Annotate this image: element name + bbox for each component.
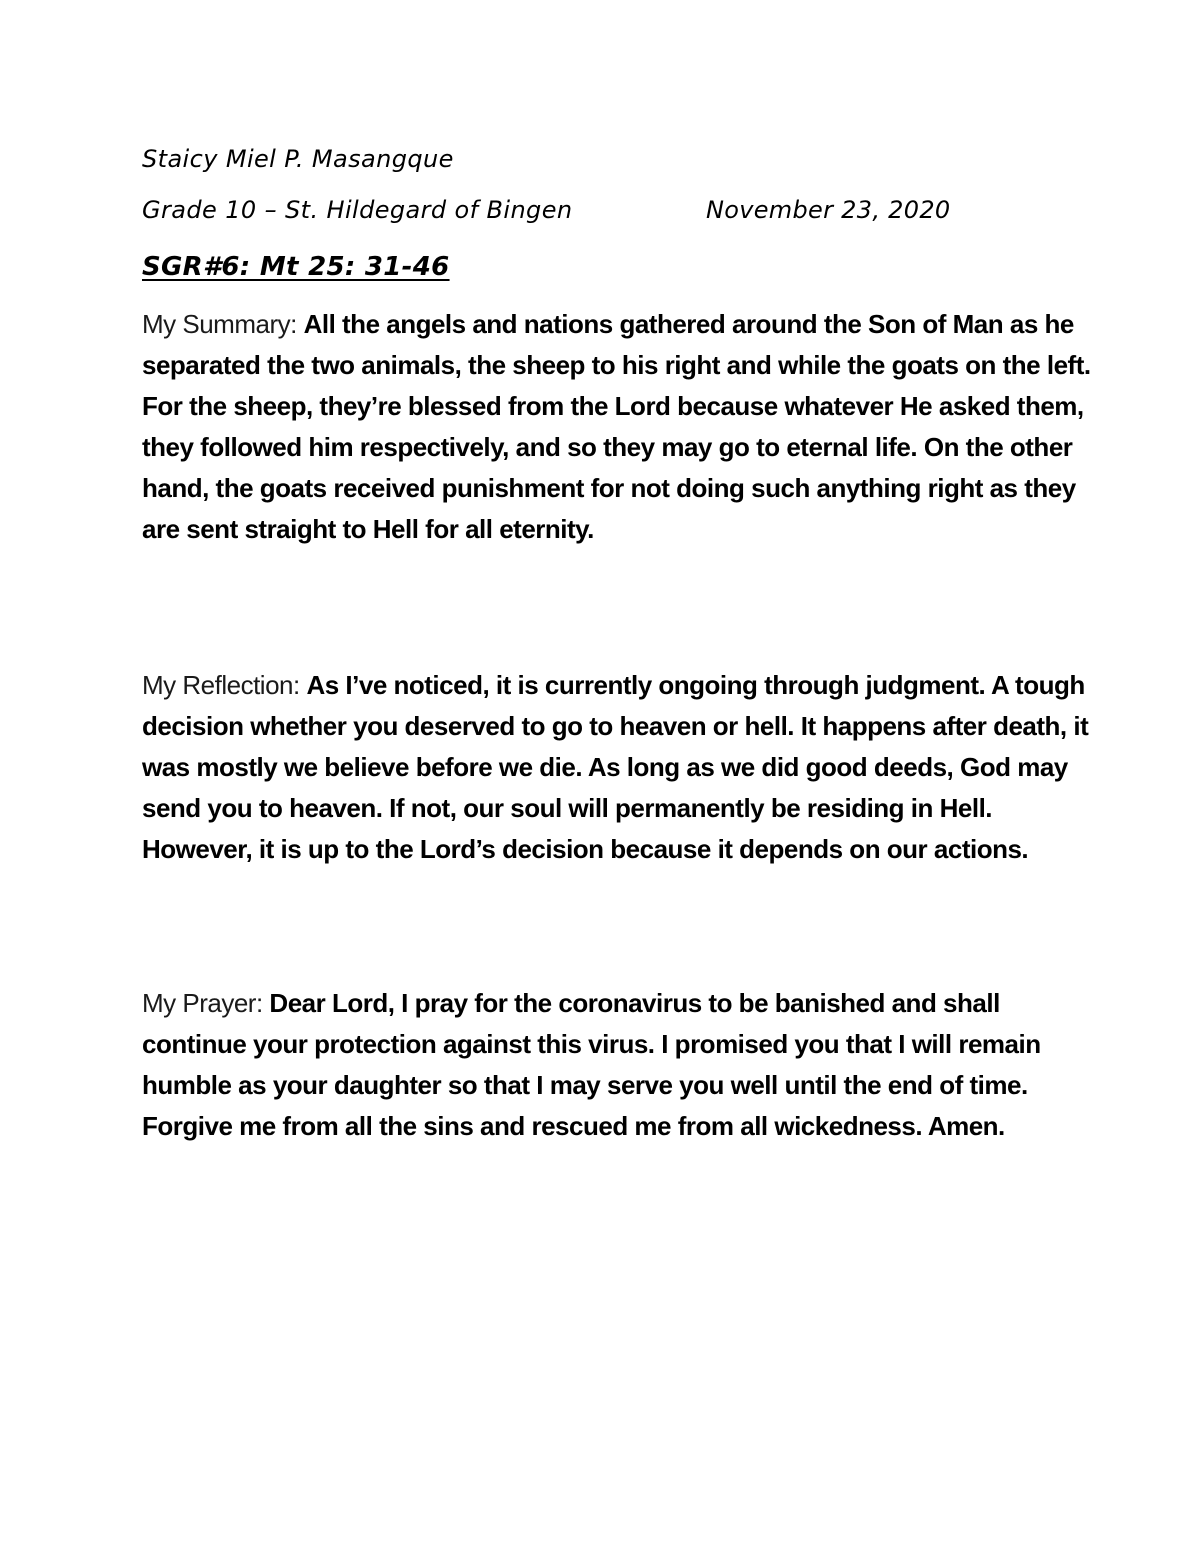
prayer-text: Dear Lord, I pray for the coronavirus to be banished and shall continue your protection against this virus. I promised you that I will remain humble as your daughter so that I may serve you well until the end of time. Forgive me from all the sins and rescued me from all wickedness. Amen. — [142, 988, 1041, 1141]
author-name: Staicy Miel P. Masangque — [142, 145, 454, 173]
summary-label: My Summary: — [142, 309, 304, 339]
reflection-section — [142, 665, 1102, 870]
document-date: November 23, 2020 — [706, 196, 951, 224]
reflection-label: My Reflection: — [142, 670, 307, 700]
summary-section — [142, 304, 1102, 550]
prayer-section — [142, 983, 1102, 1147]
reflection-text: As I’ve noticed, it is currently ongoing through judgment. A tough decision whether you deserved to go to heaven or hell. It happens after death, it was mostly we believe before we die. As long as we did good deeds, God may send you to heaven. If not, our soul will permanently be residing in Hell. However, it is up to the Lord’s decision because it depends on our actions. — [142, 670, 1089, 864]
document-title: SGR#6: Mt 25: 31-46 — [142, 252, 450, 282]
prayer-label: My Prayer: — [142, 988, 270, 1018]
class-section: Grade 10 – St. Hildegard of Bingen — [142, 196, 573, 224]
summary-text: All the angels and nations gathered around the Son of Man as he separated the two animals, the sheep to his right and while the goats on the left. For the sheep, they’re blessed from the Lord because whatever He asked them, they followed him respectively, and so they may go to eternal life. On the other hand, the goats received punishment for not doing such anything right as they are sent straight to Hell for all eternity. — [142, 309, 1091, 544]
